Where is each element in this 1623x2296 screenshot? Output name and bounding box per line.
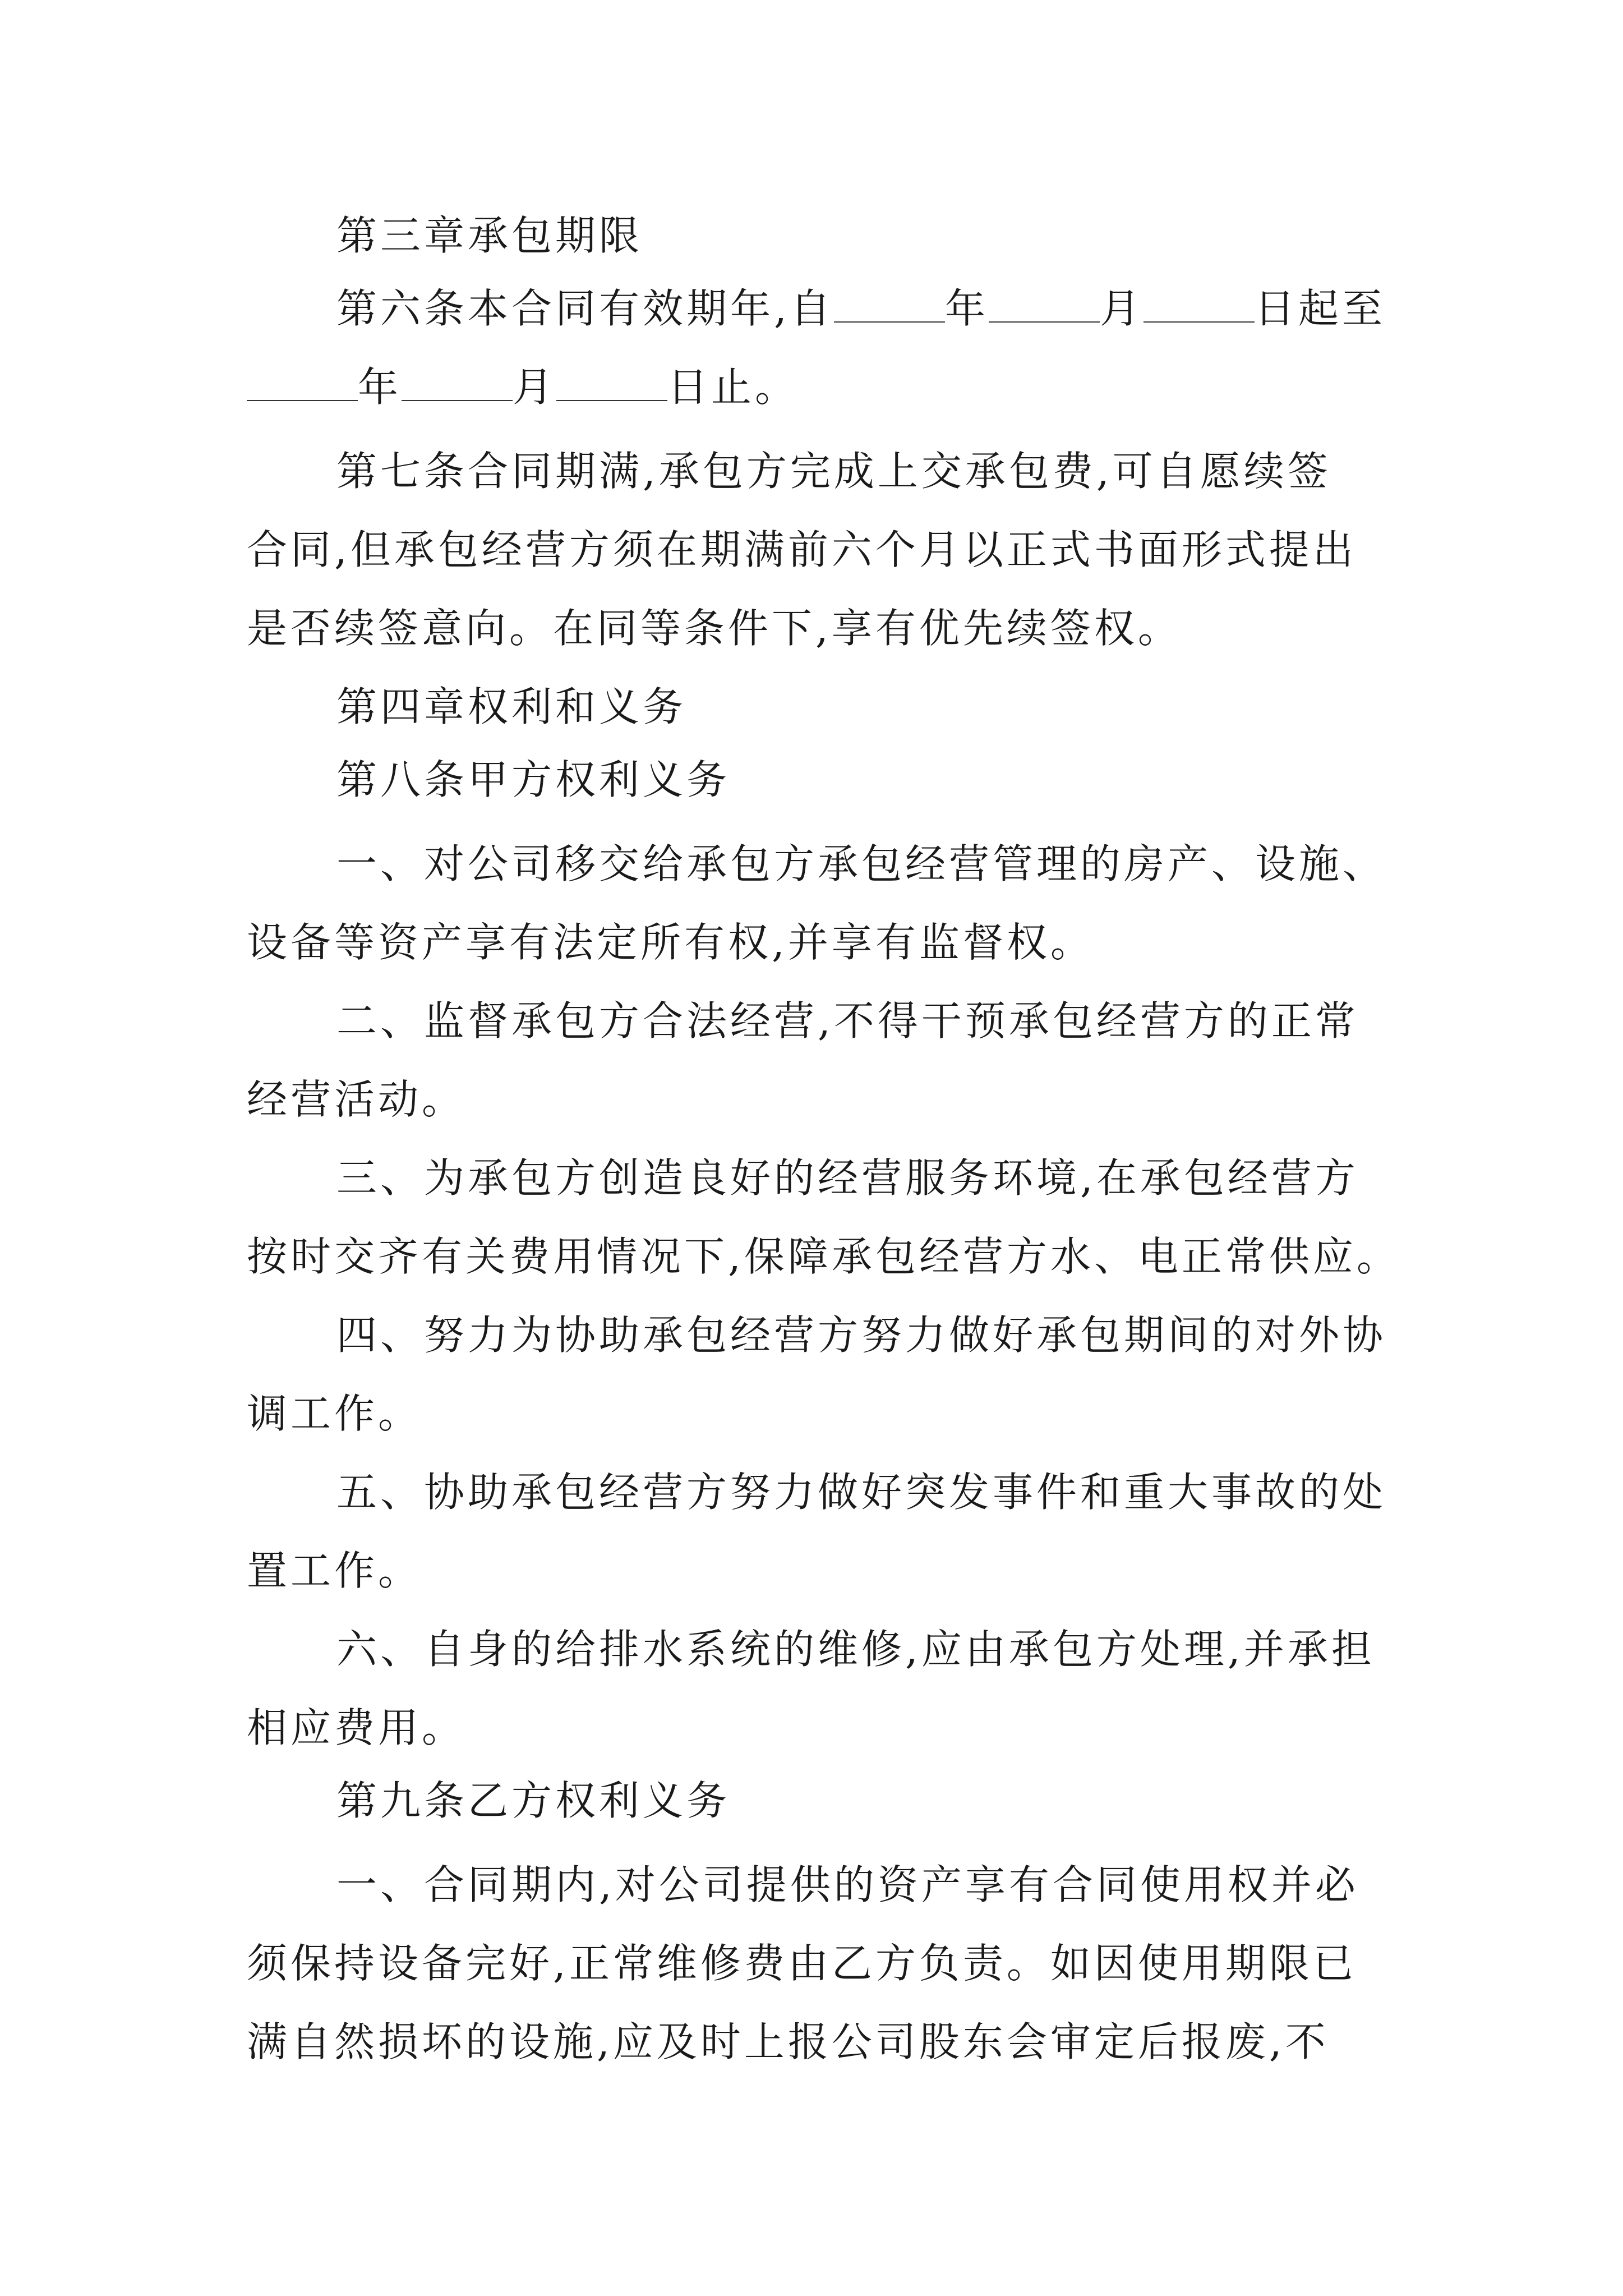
paragraph-line: [247, 359, 1623, 415]
paragraph-line: [336, 1150, 1623, 1206]
fill-in-blank: [834, 282, 945, 323]
paragraph-line: [247, 1935, 1623, 1991]
article-heading: [336, 752, 1623, 808]
line-text: 合同,但承包经营方须在期满前六个月以正式书面形式提出: [247, 526, 1357, 573]
paragraph-line: [247, 1071, 1623, 1128]
line-text: 第七条合同期满,承包方完成上交承包费,可自愿续签: [336, 448, 1331, 495]
line-text: 第六条本合同有效期年,自: [336, 285, 834, 332]
line-text: 六、自身的给排水系统的维修,应由承包方处理,并承担: [336, 1626, 1375, 1673]
paragraph-line: [336, 993, 1623, 1049]
paragraph-line: [336, 1464, 1623, 1520]
paragraph-line: [336, 1621, 1623, 1677]
line-text: 月: [513, 364, 557, 411]
fill-in-blank: [1144, 282, 1255, 323]
line-text: 二、监督承包方合法经营,不得干预承包经营方的正常: [336, 997, 1359, 1045]
line-text: 三、为承包方创造良好的经营服务环境,在承包经营方: [336, 1154, 1359, 1202]
line-text: 第八条甲方权利义务: [336, 756, 731, 803]
line-text: 是否续签意向。在同等条件下,享有优先续签权。: [247, 605, 1182, 652]
paragraph-line: [247, 522, 1623, 578]
paragraph-line: [336, 1307, 1623, 1363]
line-text: 年: [944, 285, 989, 332]
line-text: 第三章承包期限: [336, 212, 643, 259]
line-text: 日止。: [667, 364, 799, 411]
line-text: 一、合同期内,对公司提供的资产享有合同使用权并必: [336, 1861, 1359, 1908]
line-text: 年: [358, 364, 402, 411]
fill-in-blank: [247, 361, 358, 401]
line-text: 置工作。: [247, 1547, 422, 1594]
line-text: 调工作。: [247, 1390, 422, 1437]
line-text: 设备等资产享有法定所有权,并享有监督权。: [247, 919, 1094, 966]
line-text: 五、协助承包经营方努力做好突发事件和重大事故的处: [336, 1469, 1387, 1516]
line-text: 须保持设备完好,正常维修费由乙方负责。如因使用期限已: [247, 1940, 1357, 1987]
line-text: 第九条乙方权利义务: [336, 1777, 731, 1824]
line-text: 日起至: [1254, 285, 1386, 332]
line-text: 按时交齐有关费用情况下,保障承包经营方水、电正常供应。: [247, 1233, 1400, 1280]
line-text: 第四章权利和义务: [336, 683, 687, 730]
paragraph-line: [247, 2014, 1623, 2070]
line-text: 经营活动。: [247, 1076, 466, 1123]
paragraph-line: [247, 1228, 1623, 1285]
line-text: 满自然损坏的设施,应及时上报公司股东会审定后报废,不: [247, 2018, 1329, 2065]
paragraph-line: [247, 1386, 1623, 1442]
paragraph-line: [336, 1857, 1623, 1913]
paragraph-line: [247, 600, 1623, 656]
fill-in-blank: [556, 361, 667, 401]
paragraph-line: [247, 914, 1623, 970]
paragraph-line: [336, 280, 1623, 337]
line-text: 四、努力为协助承包经营方努力做好承包期间的对外协: [336, 1312, 1387, 1359]
article-heading: [336, 1773, 1623, 1829]
chapter-heading: [336, 208, 1623, 264]
fill-in-blank: [989, 282, 1100, 323]
line-text: 相应费用。: [247, 1704, 466, 1751]
paragraph-line: [336, 836, 1623, 892]
fill-in-blank: [402, 361, 513, 401]
line-text: 月: [1099, 285, 1144, 332]
chapter-heading: [336, 679, 1623, 735]
paragraph-line: [247, 1700, 1623, 1756]
paragraph-line: [247, 1543, 1623, 1599]
line-text: 一、对公司移交给承包方承包经营管理的房产、设施、: [336, 840, 1387, 887]
paragraph-line: [336, 443, 1623, 499]
